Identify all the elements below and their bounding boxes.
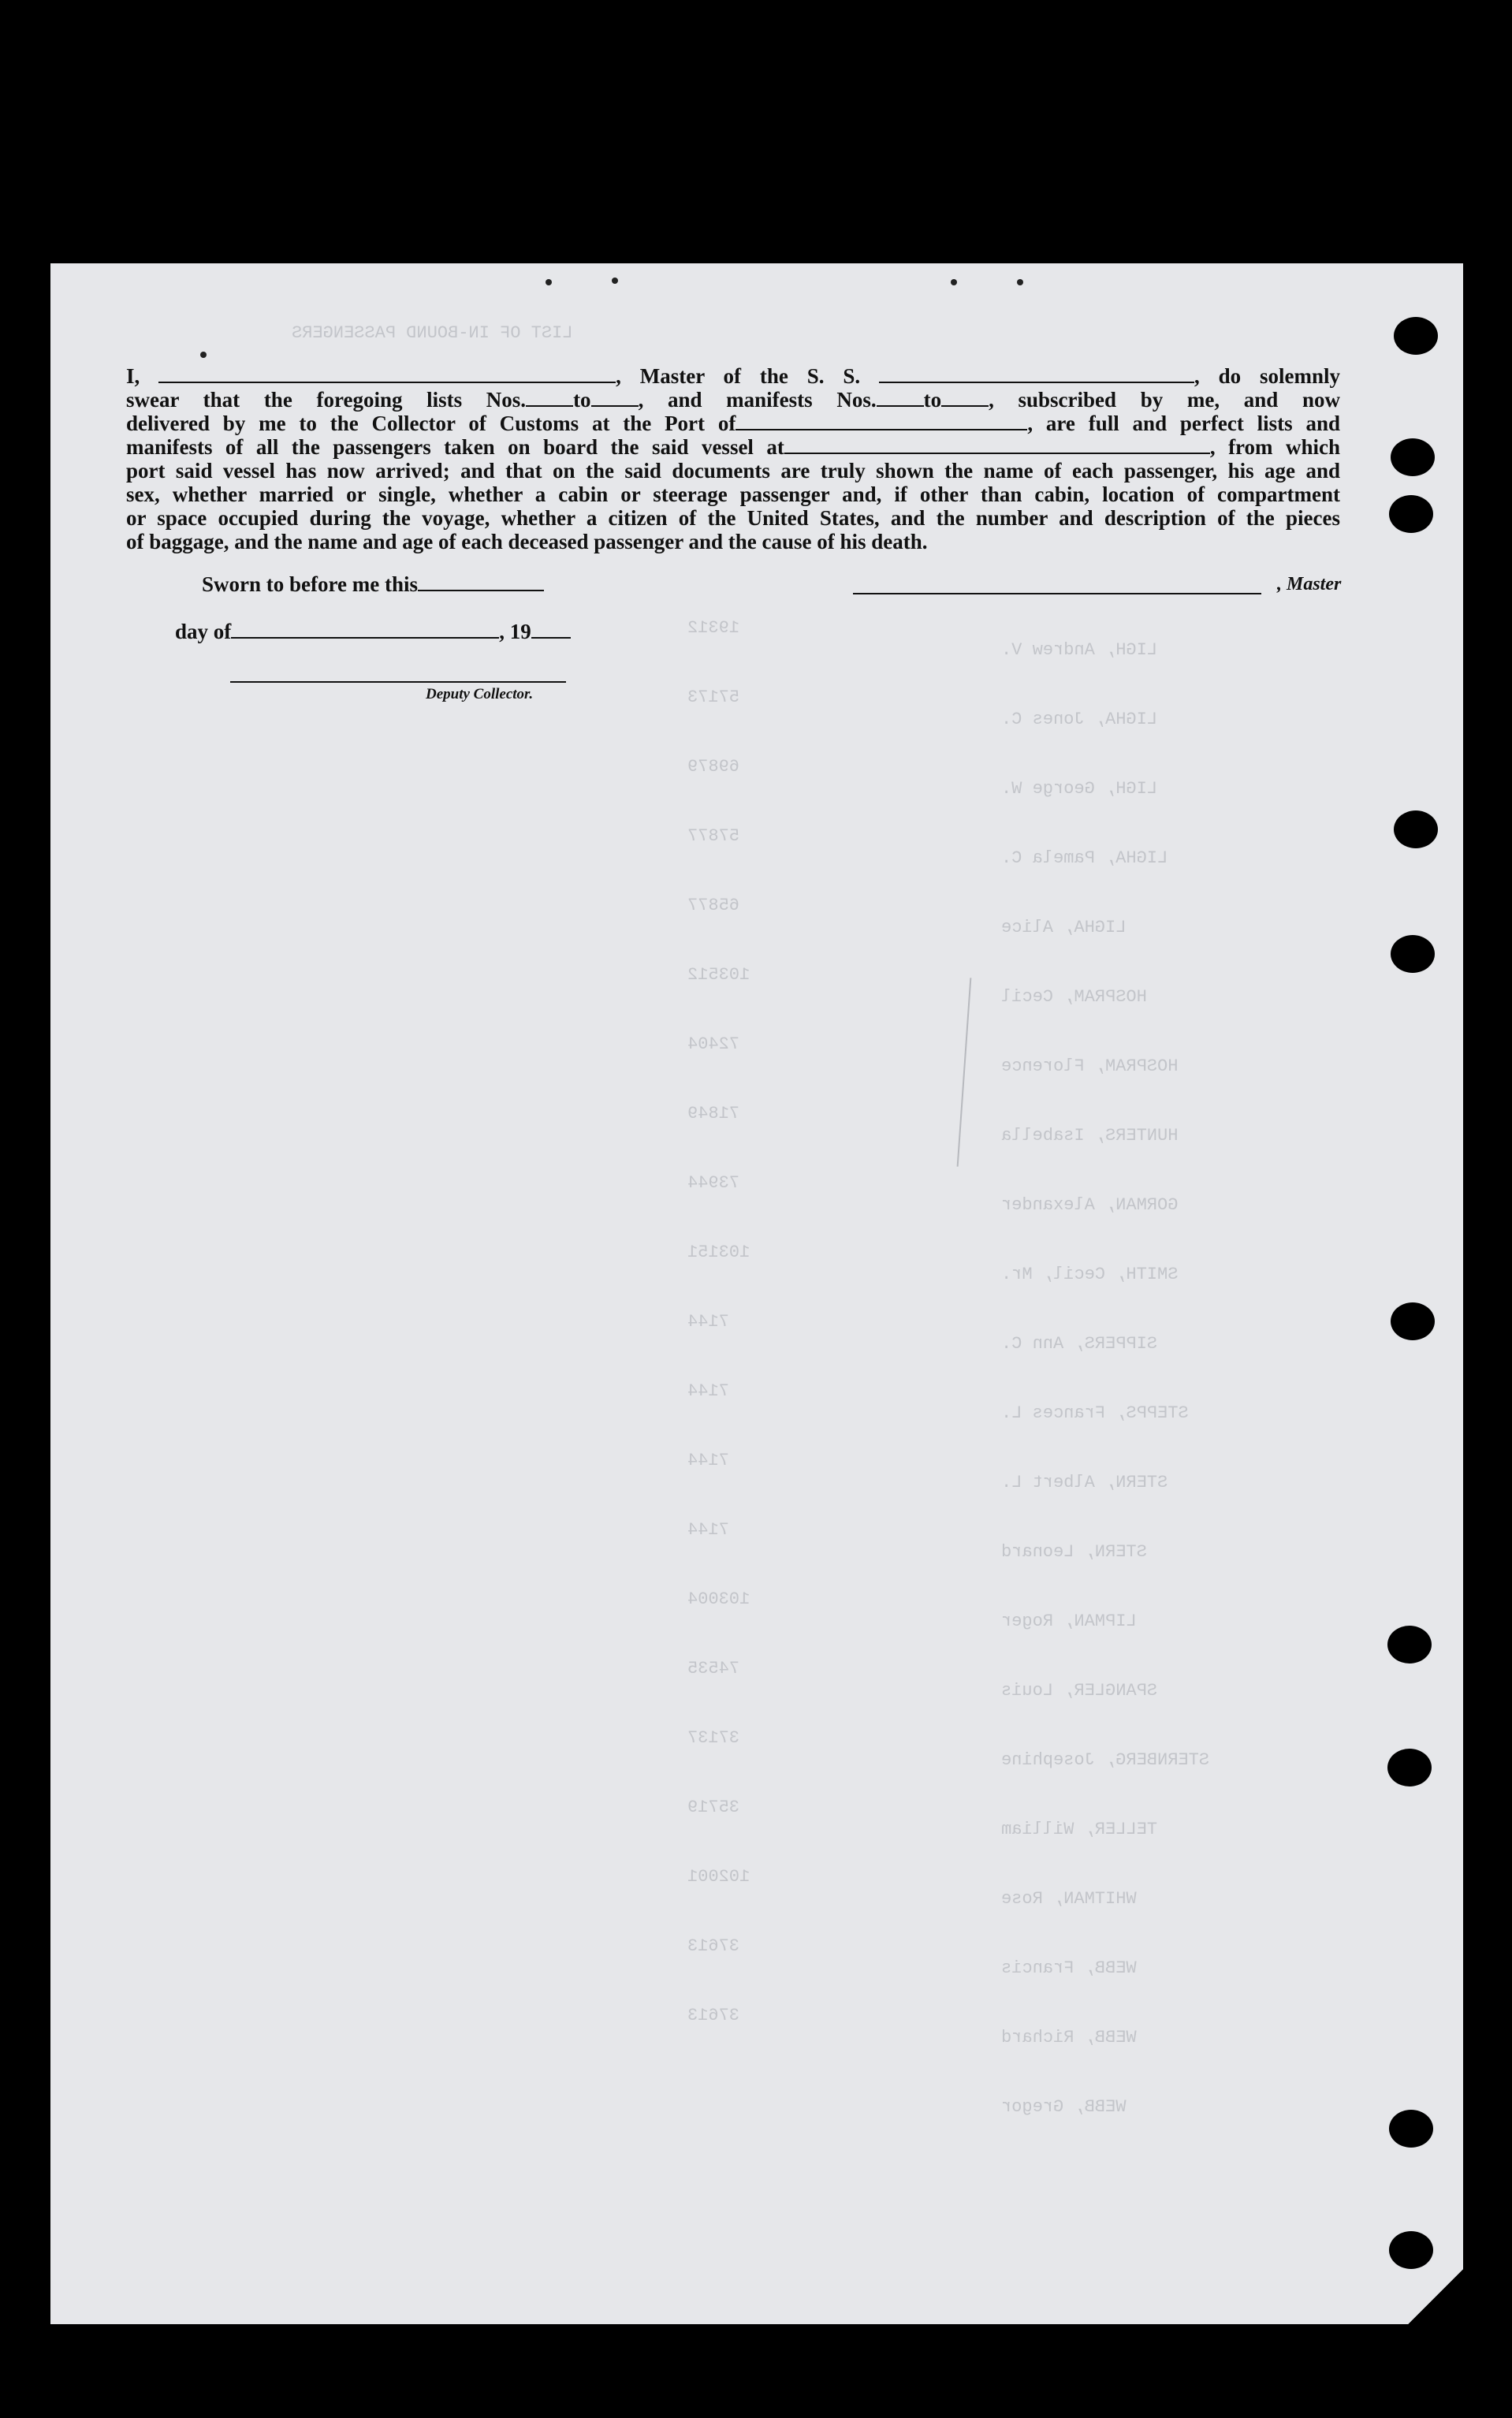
ink-mark <box>546 279 552 285</box>
name-blank <box>158 366 616 383</box>
lists-to-blank <box>591 389 639 407</box>
bleed-through-number: 57173 <box>687 687 740 707</box>
ink-mark <box>1017 279 1023 285</box>
lists-label: swear that the foregoing lists Nos. <box>126 388 527 412</box>
oath-line-8: of baggage, and the name and age of each deceased passenger and the cause of his death. <box>126 530 928 553</box>
bleed-through-name: STERNBERG, Josephine <box>1001 1750 1210 1770</box>
bleed-through-name: SPANGLER, Louis <box>1001 1681 1158 1701</box>
bleed-through-header: LIST OF IN-BOUND PASSENGERS <box>292 323 573 343</box>
bleed-through-name: LIGH, George W. <box>1001 779 1158 799</box>
do-solemnly-label: , do solemnly <box>1194 364 1340 388</box>
bleed-through-number: 7144 <box>687 1520 729 1540</box>
bleed-through-name: HUNTERS, Isabella <box>1001 1126 1179 1146</box>
punch-hole <box>1387 1626 1432 1664</box>
bleed-through-name: LIGHA, Jones C. <box>1001 710 1158 729</box>
oath-line-5: port said vessel has now arrived; and that on the said documents are truly shown the name of each passenger, his age and <box>126 459 1340 482</box>
punch-hole <box>1387 1749 1432 1786</box>
to-label: to <box>923 388 942 412</box>
bleed-through-number: 37137 <box>687 1728 740 1748</box>
bleed-through-name: STERN, Albert L. <box>1001 1473 1168 1492</box>
bleed-through-number: 72404 <box>687 1034 740 1054</box>
bleed-through-name: WEBB, Gregor <box>1001 2097 1127 2117</box>
master-label: , Master <box>1277 574 1342 594</box>
oath-line-1 <box>126 364 1340 388</box>
oath-line-2 <box>126 388 1340 412</box>
master-of-label: , Master of the S. S. <box>616 364 861 388</box>
punch-hole <box>1391 935 1435 973</box>
bleed-through-number: 7144 <box>687 1451 729 1470</box>
bleed-through-number: 7144 <box>687 1312 729 1332</box>
bleed-through-number: 37613 <box>687 1936 740 1956</box>
from-which-label: , from which <box>1209 435 1341 459</box>
deputy-signature-line <box>230 681 566 683</box>
bleed-through-number: 69879 <box>687 757 740 777</box>
bleed-through-name: HOSPRAM, Cecil <box>1001 987 1147 1007</box>
oath-line-7: or space occupied during the voyage, whether a citizen of the United States, and the number and description of the pieces <box>126 506 1340 530</box>
punch-hole <box>1389 2110 1433 2148</box>
delivered-label: delivered by me to the Collector of Customs at the Port of <box>126 412 736 435</box>
bleed-through-name: SIPPERS, Ann C. <box>1001 1334 1158 1354</box>
deputy-collector-label: Deputy Collector. <box>426 686 534 702</box>
bleed-through-name: LIGHA, Pamela C. <box>1001 848 1168 868</box>
bleed-through-name: TELLER, William <box>1001 1820 1158 1839</box>
to-label: to <box>573 388 591 412</box>
master-signature-line <box>853 593 1261 594</box>
punch-hole <box>1394 810 1438 848</box>
punch-hole <box>1389 495 1433 533</box>
taken-on-board-label: manifests of all the passengers taken on board the said vessel at <box>126 435 784 459</box>
day-blank <box>231 621 499 639</box>
punch-hole <box>1389 2231 1433 2269</box>
bleed-through-name: LIGH, Andrew V. <box>1001 640 1158 660</box>
bleed-through-number: 103151 <box>687 1243 750 1262</box>
sworn-line <box>202 572 544 597</box>
full-lists-label: , are full and perfect lists and <box>1027 412 1341 435</box>
day-line <box>175 620 571 644</box>
punch-hole <box>1391 1302 1435 1340</box>
day-of-label: day of <box>175 620 232 643</box>
punch-hole <box>1394 317 1438 355</box>
lists-from-blank <box>526 389 573 407</box>
ship-blank <box>879 366 1194 383</box>
year-label: , 19 <box>499 620 531 643</box>
subscribed-label: , subscribed by me, and now <box>989 388 1340 412</box>
manifests-to-blank <box>941 389 989 407</box>
bleed-through-name: STERN, Leonard <box>1001 1542 1147 1562</box>
bleed-through-number: 19312 <box>687 618 740 638</box>
bleed-through-name: WEBB, Richard <box>1001 2028 1137 2047</box>
bleed-through-number: 103512 <box>687 965 750 985</box>
oath-i: I, <box>126 364 140 388</box>
bleed-through-number: 35719 <box>687 1798 740 1817</box>
bleed-through-number: 71849 <box>687 1104 740 1123</box>
manifests-from-blank <box>877 389 924 407</box>
port-blank <box>736 413 1027 430</box>
bleed-through-name: SMITH, Cecil, Mr. <box>1001 1265 1179 1284</box>
bleed-through-name: WHITMAN, Rose <box>1001 1889 1137 1909</box>
bleed-through-number: 103004 <box>687 1589 750 1609</box>
bleed-through-number: 65877 <box>687 896 740 915</box>
boarding-port-blank <box>784 437 1210 454</box>
year-blank <box>531 621 571 639</box>
bleed-through-number: 37613 <box>687 2006 740 2025</box>
bleed-through-number: 7144 <box>687 1381 729 1401</box>
oath-line-4 <box>126 435 1340 459</box>
bleed-through-name: WEBB, Francis <box>1001 1958 1137 1978</box>
bleed-through-number: 74535 <box>687 1659 740 1678</box>
bleed-through-number: 73944 <box>687 1173 740 1193</box>
sworn-blank <box>418 574 544 591</box>
punch-hole <box>1391 438 1435 476</box>
bleed-through-name: LIPMAN, Roger <box>1001 1611 1137 1631</box>
bleed-through-number: 102001 <box>687 1867 750 1887</box>
oath-line-6: sex, whether married or single, whether a cabin or steerage passenger and, if other than cabin, location of compartment <box>126 482 1340 506</box>
bleed-through-name: LIGHA, Alice <box>1001 918 1127 937</box>
ink-mark <box>951 279 957 285</box>
oath-paragraph <box>126 364 1340 553</box>
bleed-through-name: HOSPRAM, Florence <box>1001 1056 1179 1076</box>
folded-corner <box>1408 2269 1463 2324</box>
bleed-through-name: STEPPS, Frances L. <box>1001 1403 1189 1423</box>
bleed-through-number: 57877 <box>687 826 740 846</box>
ink-mark <box>200 352 207 358</box>
ink-mark <box>612 278 618 284</box>
sworn-label: Sworn to before me this <box>202 572 418 596</box>
manifests-label: , and manifests Nos. <box>638 388 877 412</box>
oath-line-3 <box>126 412 1340 435</box>
bleed-through-name: GORMAN, Alexander <box>1001 1195 1179 1215</box>
